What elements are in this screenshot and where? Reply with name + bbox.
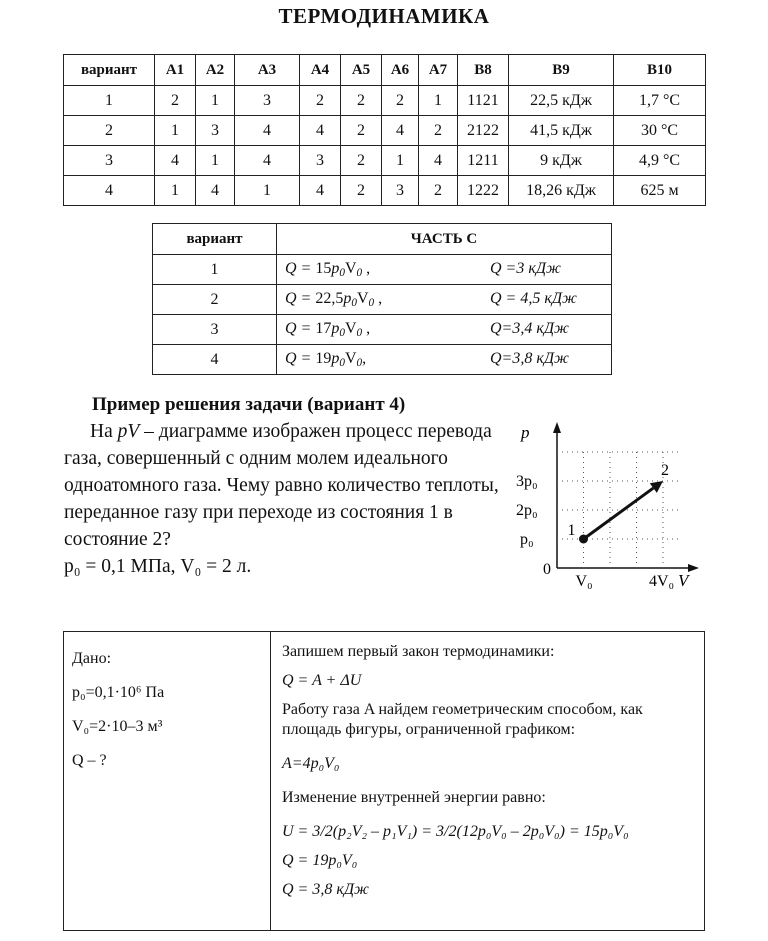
solution-work: [282, 642, 702, 909]
answers-table: [63, 54, 706, 206]
part-c-formula: $Q = 15p_0V_0$ , Q =3 кДж: [277, 255, 612, 285]
x-tick-v0: V₀: [575, 573, 593, 590]
header-cell: A6: [382, 55, 419, 86]
header-cell: B9: [509, 55, 614, 86]
y-axis-arrow: [553, 422, 561, 433]
problem-params: p₀ = 0,1 МПа, V₀ = 2 л.: [64, 556, 252, 577]
y-tick-p0: p₀: [520, 531, 534, 548]
answers-cell: 3: [64, 146, 155, 176]
process-arrow: [650, 481, 663, 493]
answers-cell: 1: [155, 176, 196, 206]
solution-box: [63, 631, 705, 931]
answers-cell: 2122: [458, 116, 509, 146]
answers-cell: 9 кДж: [509, 146, 614, 176]
answers-cell: 1: [419, 86, 458, 116]
part-c-answer: Q = 4,5 кДж: [490, 290, 577, 307]
part-c-answer: Q =3 кДж: [490, 260, 561, 277]
answers-cell: 18,26 кДж: [509, 176, 614, 206]
x-axis-arrow: [688, 564, 699, 572]
answers-cell: 2: [419, 116, 458, 146]
page-title: ТЕРМОДИНАМИКА: [278, 4, 490, 28]
part-c-row: [153, 345, 612, 375]
answers-cell: 1211: [458, 146, 509, 176]
header-cell: A1: [155, 55, 196, 86]
header-cell: A5: [341, 55, 382, 86]
problem-text-start: На: [90, 421, 113, 442]
answers-cell: 1: [64, 86, 155, 116]
answers-cell: 625 м: [614, 176, 706, 206]
given-v0: V₀=2·10–3 м³: [72, 718, 163, 735]
answers-cell: 2: [300, 86, 341, 116]
given-title: Дано:: [72, 650, 112, 667]
coef: 17: [315, 320, 332, 337]
header-cell: ЧАСТЬ С: [277, 224, 612, 255]
part-c-table: [152, 223, 612, 375]
answers-row: [64, 176, 706, 206]
work-formula: A=4p₀V₀: [282, 755, 340, 772]
answers-cell: 2: [341, 146, 382, 176]
part-c-formula: $Q = 22,5p_0V_0$ , Q = 4,5 кДж: [277, 285, 612, 315]
answers-cell: 3: [235, 86, 300, 116]
answers-cell: 3: [196, 116, 235, 146]
process-line: [584, 488, 654, 539]
answers-row: [64, 86, 706, 116]
answers-cell: 41,5 кДж: [509, 116, 614, 146]
answers-cell: 2: [341, 176, 382, 206]
solution-line-3: Работу газа A найдем геометрическим способом, как площадь фигуры, ограниченной графиком:: [282, 701, 643, 738]
header-cell: A7: [419, 55, 458, 86]
answers-cell: 1,7 °С: [614, 86, 706, 116]
given-p0: p₀=0,1·10⁶ Па: [72, 684, 165, 701]
sep: ,: [362, 320, 371, 337]
sep: ,: [362, 260, 371, 277]
internal-energy-formula: U = 3/2(p₂V₂ – p₁V₁) = 3/2(12p₀V₀ – 2p₀V₀) = 15p₀V₀: [282, 823, 629, 840]
answers-cell: 4: [419, 146, 458, 176]
solution-divider: [270, 632, 271, 930]
state-1-label: 1: [567, 522, 576, 539]
answers-cell: 30 °С: [614, 116, 706, 146]
header-cell: вариант: [64, 55, 155, 86]
answers-cell: 4: [64, 176, 155, 206]
state-2-label: 2: [661, 462, 669, 479]
solution-line-1: Запишем первый закон термодинамики:: [282, 643, 555, 660]
header-cell: A3: [235, 55, 300, 86]
answers-cell: 1: [196, 146, 235, 176]
y-tick-3p0: 3p₀: [516, 473, 538, 490]
answers-cell: 1: [235, 176, 300, 206]
part-c-answer: Q=3,4 кДж: [490, 320, 569, 337]
answers-cell: 1121: [458, 86, 509, 116]
problem-text: [64, 418, 504, 580]
state-1-point: [579, 535, 588, 544]
answers-cell: 4: [235, 146, 300, 176]
part-c-variant: 2: [153, 285, 277, 315]
heat-answer: Q = 3,8 кДж: [282, 881, 369, 898]
sep: ,: [374, 290, 383, 307]
part-c-row: [153, 315, 612, 345]
problem-paragraph: [64, 418, 504, 553]
answers-cell: 3: [300, 146, 341, 176]
answers-cell: 2: [155, 86, 196, 116]
answers-cell: 1: [382, 146, 419, 176]
solution-line-5: Изменение внутренней энергии равно:: [282, 789, 546, 806]
header-cell: A4: [300, 55, 341, 86]
part-c-row: [153, 285, 612, 315]
x-tick-4v0: 4V₀: [649, 573, 675, 590]
pv-diagram: [515, 418, 705, 598]
part-c-variant: 3: [153, 315, 277, 345]
part-c-formula: $Q = 17p_0V_0$ , Q=3,4 кДж: [277, 315, 612, 345]
answers-row: [64, 116, 706, 146]
pv-label: pV: [117, 421, 140, 442]
answers-cell: 2: [341, 86, 382, 116]
answers-cell: 4: [382, 116, 419, 146]
answers-cell: 2: [419, 176, 458, 206]
first-law-formula: Q = A + ΔU: [282, 672, 362, 689]
problem-text-body: – диаграмме изображен процесс перевода газа, совершенный с одним молем идеального одноатомного газа. Чему равно количество теплоты, переданное газу при переходе из состояния 1 в состояние 2?: [64, 421, 499, 550]
given-unknown: Q – ?: [72, 752, 107, 769]
answers-cell: 2: [64, 116, 155, 146]
answers-cell: 1222: [458, 176, 509, 206]
coef: 22,5: [315, 290, 344, 307]
header-cell: B8: [458, 55, 509, 86]
sep: ,: [362, 350, 367, 367]
y-tick-2p0: 2p₀: [516, 502, 538, 519]
part-c-row: [153, 255, 612, 285]
answers-cell: 4: [235, 116, 300, 146]
answers-cell: 1: [155, 116, 196, 146]
answers-header-row: [64, 55, 706, 86]
coef: 19: [315, 350, 332, 367]
part-c-header-row: [153, 224, 612, 255]
part-c-variant: 1: [153, 255, 277, 285]
origin-label: 0: [543, 561, 551, 578]
coef: 15: [315, 260, 332, 277]
heat-formula: Q = 19p₀V₀: [282, 852, 358, 869]
answers-cell: 4: [155, 146, 196, 176]
answers-cell: 1: [196, 86, 235, 116]
part-c-variant: 4: [153, 345, 277, 375]
answers-cell: 4: [300, 116, 341, 146]
answers-cell: 3: [382, 176, 419, 206]
y-axis-label: p: [521, 423, 530, 442]
answers-cell: 2: [341, 116, 382, 146]
header-cell: B10: [614, 55, 706, 86]
given-section: [72, 642, 164, 778]
part-c-formula: $Q = 19p_0V_0$, Q=3,8 кДж: [277, 345, 612, 375]
answers-cell: 4: [196, 176, 235, 206]
part-c-answer: Q=3,8 кДж: [490, 350, 569, 367]
x-axis-label: V: [678, 571, 689, 590]
header-cell: A2: [196, 55, 235, 86]
answers-cell: 22,5 кДж: [509, 86, 614, 116]
answers-cell: 2: [382, 86, 419, 116]
example-title: Пример решения задачи (вариант 4): [92, 394, 406, 415]
answers-cell: 4,9 °С: [614, 146, 706, 176]
header-cell: вариант: [153, 224, 277, 255]
answers-cell: 4: [300, 176, 341, 206]
answers-row: [64, 146, 706, 176]
